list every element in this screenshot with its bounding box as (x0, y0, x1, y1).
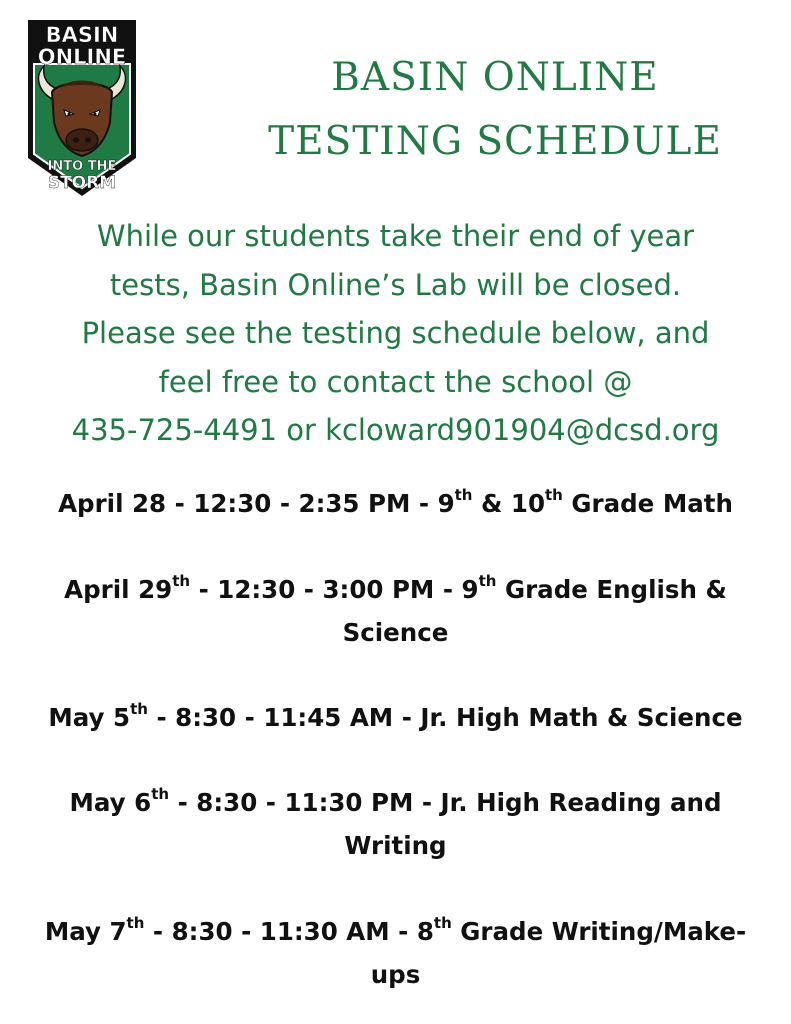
schedule-text: April 28 - 12:30 - 2:35 PM - 9 (58, 489, 455, 518)
notice-line-2: tests, Basin Online’s Lab will be closed. (109, 267, 682, 302)
ordinal-suffix: th (478, 571, 497, 590)
schedule-text: Grade English & (496, 575, 727, 604)
page-title-line-2: TESTING SCHEDULE (268, 119, 722, 164)
basin-online-logo (24, 18, 140, 198)
ordinal-suffix: th (130, 699, 148, 718)
notice-line-4: feel free to contact the school @ (158, 364, 633, 399)
logo-text-into-the: INTO THE (47, 159, 117, 174)
schedule-text: Grade Writing/Make- (451, 917, 747, 946)
ordinal-suffix: th (151, 784, 170, 803)
logo-text-online: ONLINE (37, 45, 127, 69)
schedule-text: ups (370, 960, 421, 989)
schedule-entry-may-7 (0, 910, 791, 996)
schedule-text: Grade Math (562, 489, 733, 518)
logo-text-storm: STORM (47, 173, 117, 193)
ordinal-suffix: th (126, 913, 145, 932)
lab-closure-notice (0, 212, 791, 455)
schedule-text: Writing (344, 831, 447, 860)
notice-contact-line: 435-725-4491 or kcloward901904@dcsd.org (71, 413, 720, 447)
schedule-text: - 8:30 - 11:45 AM - Jr. High Math & Science (147, 703, 743, 732)
schedule-text: - 8:30 - 11:30 PM - Jr. High Reading and (169, 788, 722, 817)
schedule-entry-may-5 (0, 696, 791, 739)
logo-text-basin: BASIN (45, 23, 119, 47)
schedule-entry-april-28 (0, 482, 791, 525)
schedule-text: - 8:30 - 11:30 AM - 8 (144, 917, 434, 946)
schedule-text: & 10 (472, 489, 546, 518)
schedule-text: Science (342, 618, 449, 647)
notice-line-1: While our students take their end of year (96, 219, 695, 253)
ordinal-suffix: th (172, 571, 191, 590)
schedule-entry-april-29 (0, 568, 791, 654)
ordinal-suffix: th (545, 485, 563, 504)
schedule-text: April 29 (64, 575, 173, 604)
notice-line-3: Please see the testing schedule below, and (81, 316, 710, 350)
schedule-text: - 12:30 - 3:00 PM - 9 (190, 575, 479, 604)
page-title-line-1: BASIN ONLINE (331, 55, 659, 100)
ordinal-suffix: th (433, 913, 452, 932)
schedule-entry-may-6 (0, 781, 791, 867)
ordinal-suffix: th (454, 485, 473, 504)
schedule-text: May 6 (69, 788, 152, 817)
schedule-text: May 5 (48, 703, 131, 732)
schedule-text: May 7 (44, 917, 127, 946)
